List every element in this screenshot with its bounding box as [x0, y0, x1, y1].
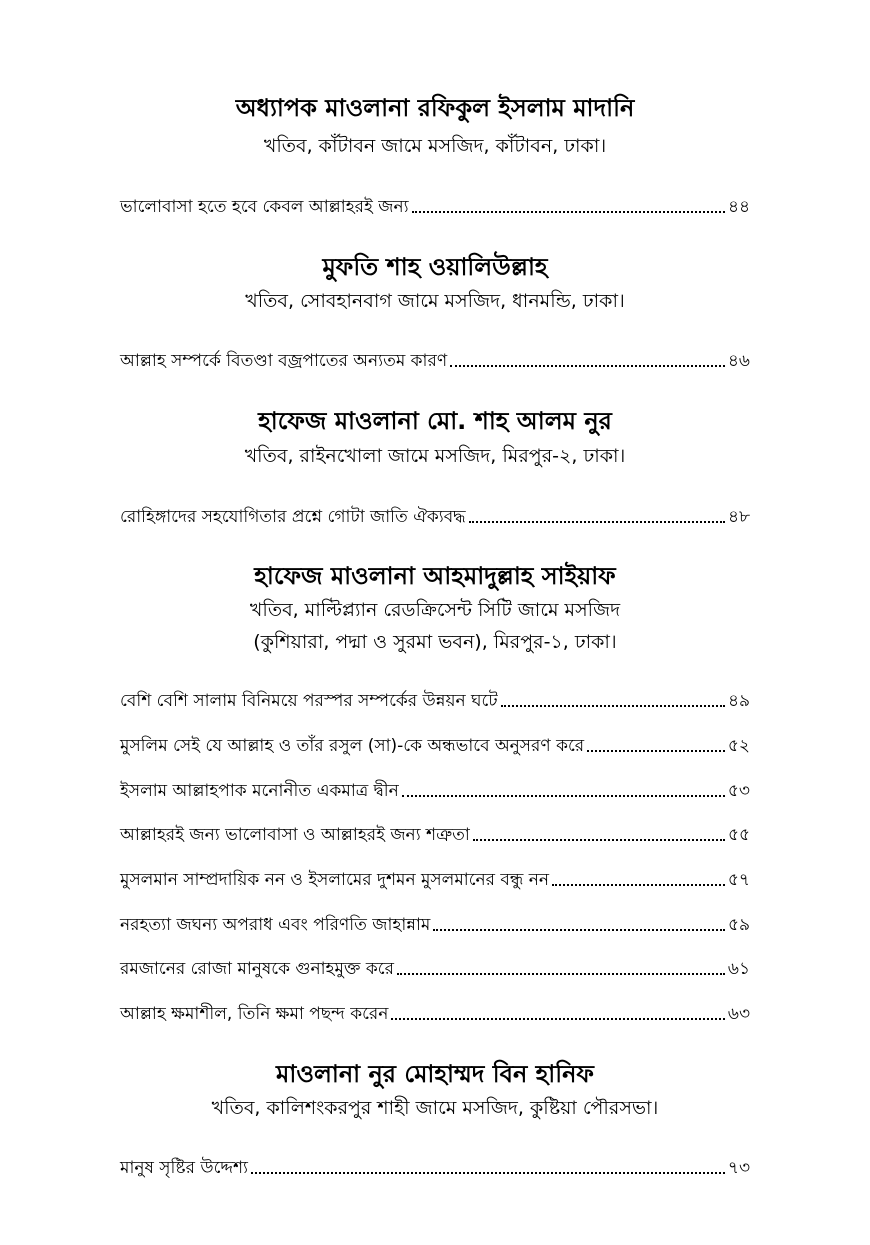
dot-leader: [552, 884, 725, 886]
entry-page-number: ৪৯: [727, 691, 750, 711]
toc-entry[interactable]: [120, 192, 750, 218]
author-name: হাফেজ মাওলানা আহমাদুল্লাহ সাইয়াফ: [254, 562, 616, 590]
author-affiliation: খতিব, সোবহানবাগ জামে মসজিদ, ধানমন্ডি, ঢাকা।: [245, 290, 625, 312]
toc-entry[interactable]: [120, 910, 750, 936]
toc-entry[interactable]: [120, 346, 750, 372]
entry-title: রোহিঙ্গাদের সহযোগিতার প্রশ্নে গোটা জাতি ঐক্যবদ্ধ: [120, 507, 466, 527]
dot-leader: [587, 750, 725, 752]
entry-page-number: ৬৩: [727, 1004, 750, 1024]
dot-leader: [433, 929, 725, 931]
entry-page-number: ৫২: [727, 736, 750, 756]
entry-title: রমজানের রোজা মানুষকে গুনাহমুক্ত করে: [120, 959, 394, 979]
toc-entry[interactable]: [120, 776, 750, 802]
toc-entry[interactable]: [120, 502, 750, 528]
dot-leader: [469, 521, 725, 523]
toc-entry[interactable]: [120, 954, 750, 980]
entry-title: বেশি বেশি সালাম বিনিময়ে পরস্পর সম্পর্কের উন্নয়ন ঘটে: [120, 691, 498, 711]
toc-entry[interactable]: [120, 731, 750, 757]
author-name: অধ্যাপক মাওলানা রফিকুল ইসলাম মাদানি: [235, 94, 635, 122]
entry-page-number: ৭৩: [727, 1158, 750, 1178]
author-affiliation-line-1: খতিব, মাল্টিপ্ল্যান রেডক্রিসেন্ট সিটি জামে মসজিদ: [249, 599, 621, 621]
dot-leader: [412, 211, 725, 213]
entry-title: মুসলিম সেই যে আল্লাহ ও তাঁর রসুল (সা)-কে অন্ধভাবে অনুসরণ করে: [120, 736, 585, 756]
entry-title: নরহত্যা জঘন্য অপরাধ এবং পরিণতি জাহান্নাম: [120, 915, 431, 935]
entry-page-number: ৫৯: [727, 915, 750, 935]
dot-leader: [391, 1018, 724, 1020]
toc-entry[interactable]: [120, 820, 750, 846]
entry-page-number: ৫৭: [727, 870, 750, 890]
dot-leader: [397, 973, 725, 975]
entry-title: আল্লাহ ক্ষমাশীল, তিনি ক্ষমা পছন্দ করেন: [120, 1004, 389, 1024]
entry-page-number: ৫৩: [727, 781, 750, 801]
dot-leader: [251, 1172, 725, 1174]
author-affiliation-line-2: (কুশিয়ারা, পদ্মা ও সুরমা ভবন), মিরপুর-১, ঢাকা।: [253, 631, 617, 653]
dot-leader: [501, 705, 725, 707]
entry-title: ভালোবাসা হতে হবে কেবল আল্লাহরই জন্য: [120, 197, 409, 217]
entry-title: মুসলমান সাম্প্রদায়িক নন ও ইসলামের দুশমন মুসলমানের বন্ধু নন: [120, 870, 550, 890]
author-name: মুফতি শাহ ওয়ালিউল্লাহ: [322, 253, 548, 281]
dot-leader: [402, 795, 725, 797]
author-name: হাফেজ মাওলানা মো. শাহ আলম নুর: [258, 407, 612, 435]
author-affiliation: খতিব, রাইনখোলা জামে মসজিদ, মিরপুর-২, ঢাকা।: [244, 445, 626, 467]
author-affiliation: খতিব, কাঁটাবন জামে মসজিদ, কাঁটাবন, ঢাকা।: [263, 135, 607, 157]
entry-title: আল্লাহরই জন্য ভালোবাসা ও আল্লাহরই জন্য শত্রুতা: [120, 825, 470, 845]
dot-leader: [450, 365, 725, 367]
author-name: মাওলানা নুর মোহাম্মদ বিন হানিফ: [276, 1060, 594, 1088]
entry-title: আল্লাহ সম্পর্কে বিতণ্ডা বজ্রপাতের অন্যতম কারণ: [120, 351, 448, 371]
toc-entry[interactable]: [120, 686, 750, 712]
entry-title: মানুষ সৃষ্টির উদ্দেশ্য: [120, 1158, 248, 1178]
toc-entry[interactable]: [120, 1153, 750, 1179]
entry-page-number: ৫৫: [727, 825, 750, 845]
entry-page-number: ৪৮: [727, 507, 750, 527]
dot-leader: [473, 839, 725, 841]
entry-page-number: ৪৬: [727, 351, 750, 371]
toc-entry[interactable]: [120, 865, 750, 891]
author-affiliation: খতিব, কালিশংকরপুর শাহী জামে মসজিদ, কুষ্টিয়া পৌরসভা।: [211, 1097, 659, 1119]
entry-page-number: ৬১: [727, 959, 750, 979]
toc-entry[interactable]: [120, 999, 750, 1025]
entry-page-number: ৪৪: [727, 197, 750, 217]
entry-title: ইসলাম আল্লাহপাক মনোনীত একমাত্র দ্বীন: [120, 781, 399, 801]
